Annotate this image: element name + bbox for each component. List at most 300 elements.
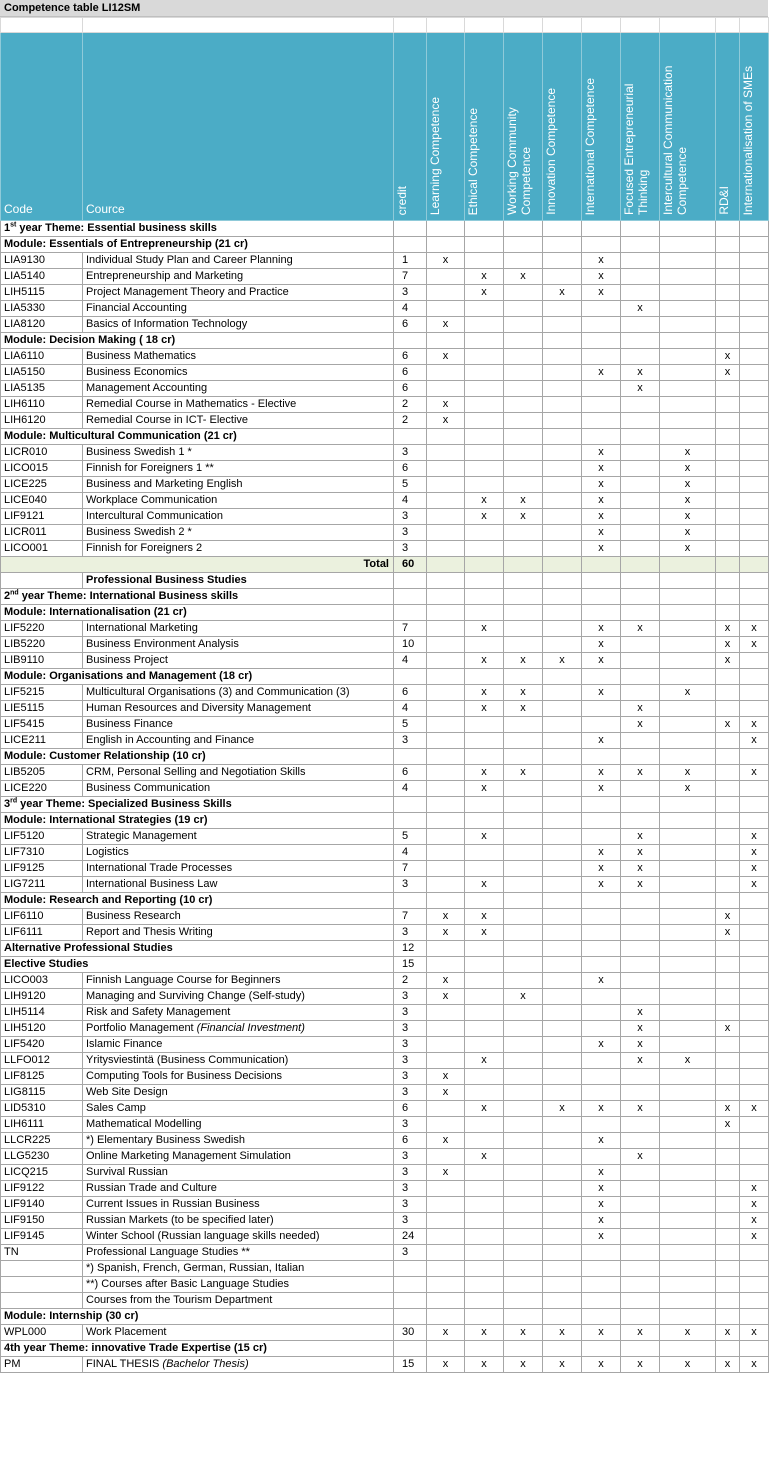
course-credit: 30	[394, 1325, 427, 1341]
competence-mark	[660, 349, 716, 365]
empty-cell	[394, 573, 427, 589]
competence-mark	[621, 1197, 660, 1213]
empty-cell	[427, 333, 465, 349]
course-credit: 15	[394, 1357, 427, 1373]
course-row	[1, 685, 769, 701]
competence-mark: x	[621, 717, 660, 733]
theme-row	[1, 221, 769, 237]
competence-mark	[582, 1149, 621, 1165]
empty-cell	[740, 557, 769, 573]
competence-mark	[660, 1165, 716, 1181]
module-row	[1, 749, 769, 765]
competence-mark: x	[621, 1325, 660, 1341]
competence-mark: x	[621, 1021, 660, 1037]
course-credit: 6	[394, 349, 427, 365]
course-title: English in Accounting and Finance	[86, 734, 255, 746]
course-credit: 6	[394, 1101, 427, 1117]
heading-label: Elective Studies	[1, 957, 394, 973]
course-credit: 3	[394, 989, 427, 1005]
competence-mark	[543, 381, 582, 397]
competence-mark	[740, 365, 769, 381]
competence-mark	[716, 685, 740, 701]
competence-mark: x	[582, 685, 621, 701]
total-label: Total	[1, 557, 394, 573]
competence-mark	[660, 1005, 716, 1021]
course-title: Business and Marketing English	[86, 478, 243, 490]
competence-mark	[740, 285, 769, 301]
empty-cell	[582, 333, 621, 349]
empty-cell	[660, 941, 716, 957]
competence-mark: x	[660, 1325, 716, 1341]
course-name	[83, 269, 394, 285]
competence-mark	[504, 445, 543, 461]
course-name	[83, 1357, 394, 1373]
course-title: Management Accounting	[86, 382, 208, 394]
competence-mark	[621, 1165, 660, 1181]
empty-cell	[504, 893, 543, 909]
course-row	[1, 1245, 769, 1261]
competence-mark	[543, 1117, 582, 1133]
course-credit: 4	[394, 493, 427, 509]
competence-mark	[465, 1293, 504, 1309]
competence-mark	[621, 1085, 660, 1101]
competence-mark	[740, 477, 769, 493]
course-title: Computing Tools for Business Decisions	[86, 1070, 283, 1082]
empty-cell	[427, 893, 465, 909]
competence-mark: x	[740, 637, 769, 653]
competence-mark	[660, 989, 716, 1005]
competence-mark	[543, 845, 582, 861]
competence-mark: x	[716, 717, 740, 733]
competence-mark	[543, 829, 582, 845]
course-code: LIF9122	[1, 1181, 83, 1197]
course-credit: 4	[394, 701, 427, 717]
course-name	[83, 1005, 394, 1021]
course-credit: 3	[394, 925, 427, 941]
competence-mark: x	[660, 541, 716, 557]
competence-mark	[716, 845, 740, 861]
course-title: Remedial Course in Mathematics - Elective	[86, 398, 297, 410]
competence-mark	[465, 861, 504, 877]
competence-mark: x	[660, 765, 716, 781]
competence-mark	[504, 733, 543, 749]
competence-mark: x	[582, 733, 621, 749]
course-name	[83, 701, 394, 717]
competence-mark	[716, 509, 740, 525]
competence-mark	[465, 1037, 504, 1053]
competence-mark	[582, 1277, 621, 1293]
competence-mark: x	[740, 845, 769, 861]
competence-mark	[716, 989, 740, 1005]
competence-mark	[716, 861, 740, 877]
competence-mark	[716, 1069, 740, 1085]
empty-cell	[716, 1341, 740, 1357]
empty-cell	[582, 749, 621, 765]
competence-mark: x	[427, 909, 465, 925]
competence-mark	[427, 269, 465, 285]
course-credit: 7	[394, 269, 427, 285]
empty-cell	[504, 557, 543, 573]
header-credit	[394, 33, 427, 221]
course-code: LIF9140	[1, 1197, 83, 1213]
competence-mark	[427, 845, 465, 861]
course-title: Basics of Information Technology	[86, 318, 248, 330]
empty-cell	[621, 605, 660, 621]
competence-mark	[740, 1037, 769, 1053]
competence-mark	[427, 509, 465, 525]
course-row	[1, 1325, 769, 1341]
course-code: LIF5420	[1, 1037, 83, 1053]
empty-cell	[740, 333, 769, 349]
course-code: LIA9130	[1, 253, 83, 269]
competence-mark	[621, 509, 660, 525]
header-competence-8	[740, 33, 769, 221]
empty-cell	[660, 605, 716, 621]
competence-mark	[427, 637, 465, 653]
competence-mark	[543, 253, 582, 269]
competence-mark: x	[660, 1357, 716, 1373]
theme-ordinal: st	[10, 221, 17, 229]
course-code: LIF9145	[1, 1229, 83, 1245]
course-code: LIF9125	[1, 861, 83, 877]
competence-mark	[716, 1149, 740, 1165]
course-row	[1, 1085, 769, 1101]
competence-mark	[543, 413, 582, 429]
competence-mark	[660, 637, 716, 653]
empty-cell	[582, 813, 621, 829]
competence-mark	[621, 541, 660, 557]
course-name	[83, 1037, 394, 1053]
competence-mark	[427, 733, 465, 749]
competence-mark	[660, 1229, 716, 1245]
competence-mark	[504, 1149, 543, 1165]
header-competence-label: Ethical Competence	[466, 107, 480, 215]
competence-mark	[660, 733, 716, 749]
competence-mark	[465, 1165, 504, 1181]
competence-mark	[740, 269, 769, 285]
course-title: Sales Camp	[86, 1102, 146, 1114]
competence-mark: x	[504, 765, 543, 781]
competence-mark: x	[582, 653, 621, 669]
empty-cell	[394, 589, 427, 605]
competence-mark	[716, 397, 740, 413]
course-credit: 6	[394, 685, 427, 701]
course-code	[1, 1293, 83, 1309]
competence-mark	[740, 301, 769, 317]
competence-mark	[504, 1037, 543, 1053]
course-row	[1, 829, 769, 845]
empty-cell	[427, 589, 465, 605]
course-code: LIB5220	[1, 637, 83, 653]
competence-mark: x	[504, 1357, 543, 1373]
competence-mark: x	[427, 1133, 465, 1149]
course-row	[1, 1133, 769, 1149]
competence-mark	[582, 1261, 621, 1277]
competence-mark	[621, 989, 660, 1005]
competence-mark: x	[582, 861, 621, 877]
course-row	[1, 1181, 769, 1197]
empty-cell	[504, 605, 543, 621]
competence-mark	[543, 1021, 582, 1037]
competence-mark	[582, 397, 621, 413]
course-note: (Financial Investment)	[196, 1022, 305, 1034]
empty-cell	[504, 669, 543, 685]
empty-cell	[716, 669, 740, 685]
competence-mark	[543, 509, 582, 525]
course-row	[1, 525, 769, 541]
competence-mark	[504, 285, 543, 301]
competence-mark	[621, 253, 660, 269]
course-title: Mathematical Modelling	[86, 1118, 202, 1130]
competence-mark	[504, 909, 543, 925]
competence-mark	[465, 541, 504, 557]
course-title: Business Communication	[86, 782, 211, 794]
competence-mark	[716, 381, 740, 397]
competence-mark	[427, 1213, 465, 1229]
course-title: Workplace Communication	[86, 494, 218, 506]
competence-mark: x	[427, 253, 465, 269]
course-title: Intercultural Communication	[86, 510, 223, 522]
empty-cell	[465, 589, 504, 605]
module-label: Module: Organisations and Management (18 cr)	[1, 669, 394, 685]
course-row	[1, 509, 769, 525]
competence-mark: x	[582, 1181, 621, 1197]
course-credit: 3	[394, 1005, 427, 1021]
competence-mark	[740, 909, 769, 925]
module-label: Module: Decision Making ( 18 cr)	[1, 333, 394, 349]
empty-cell	[621, 429, 660, 445]
competence-mark	[465, 1133, 504, 1149]
competence-mark	[543, 1181, 582, 1197]
theme-ordinal: nd	[10, 589, 19, 597]
competence-mark	[660, 1021, 716, 1037]
course-name	[83, 733, 394, 749]
course-name	[83, 1325, 394, 1341]
competence-mark	[716, 1165, 740, 1181]
course-title: Report and Thesis Writing	[86, 926, 213, 938]
header-competence-2	[504, 33, 543, 221]
course-row	[1, 493, 769, 509]
competence-mark	[427, 685, 465, 701]
competence-mark	[660, 925, 716, 941]
competence-mark: x	[582, 525, 621, 541]
competence-mark	[660, 253, 716, 269]
empty-cell	[582, 589, 621, 605]
competence-mark	[740, 317, 769, 333]
empty-cell	[427, 237, 465, 253]
competence-mark	[504, 477, 543, 493]
theme-year: 1	[4, 222, 11, 234]
competence-mark	[427, 1037, 465, 1053]
competence-mark: x	[465, 653, 504, 669]
competence-mark	[427, 1229, 465, 1245]
competence-mark	[427, 461, 465, 477]
competence-mark	[543, 1261, 582, 1277]
competence-mark: x	[716, 1117, 740, 1133]
course-name	[83, 781, 394, 797]
course-code: LICQ215	[1, 1165, 83, 1181]
empty-cell	[582, 1309, 621, 1325]
competence-mark	[621, 1133, 660, 1149]
course-credit	[394, 1293, 427, 1309]
course-title: Finnish for Foreigners 1 **	[86, 462, 214, 474]
course-title: International Trade Processes	[86, 862, 233, 874]
competence-mark	[504, 1293, 543, 1309]
competence-mark	[504, 1101, 543, 1117]
competence-mark: x	[582, 973, 621, 989]
competence-mark	[504, 877, 543, 893]
competence-mark: x	[716, 1357, 740, 1373]
competence-mark	[740, 701, 769, 717]
header-course: Cource	[83, 33, 394, 221]
competence-mark	[740, 1117, 769, 1133]
competence-mark: x	[427, 989, 465, 1005]
competence-mark: x	[621, 845, 660, 861]
competence-mark	[582, 381, 621, 397]
competence-mark	[543, 637, 582, 653]
empty-cell	[716, 957, 740, 973]
header-competence-0	[427, 33, 465, 221]
course-row	[1, 301, 769, 317]
course-title: Yritysviestintä (Business Communication)	[86, 1054, 289, 1066]
competence-mark	[582, 925, 621, 941]
empty-cell	[660, 1309, 716, 1325]
empty-cell	[740, 941, 769, 957]
empty-cell	[427, 797, 465, 813]
competence-mark: x	[543, 1101, 582, 1117]
course-credit: 3	[394, 1165, 427, 1181]
competence-mark	[621, 1229, 660, 1245]
competence-mark	[582, 1053, 621, 1069]
competence-mark: x	[582, 509, 621, 525]
competence-mark: x	[621, 1037, 660, 1053]
empty-cell	[582, 669, 621, 685]
course-code: LIA5150	[1, 365, 83, 381]
competence-mark	[740, 525, 769, 541]
competence-mark	[621, 349, 660, 365]
competence-mark	[465, 413, 504, 429]
empty-cell	[660, 221, 716, 237]
course-title: Risk and Safety Management	[86, 1006, 231, 1018]
course-credit	[394, 1261, 427, 1277]
competence-mark	[716, 477, 740, 493]
module-label: Module: Multicultural Communication (21 cr)	[1, 429, 394, 445]
competence-mark	[427, 1021, 465, 1037]
course-code: LICE040	[1, 493, 83, 509]
empty-cell	[621, 221, 660, 237]
empty-cell	[543, 237, 582, 253]
course-code: LIF6110	[1, 909, 83, 925]
course-code: LIF9150	[1, 1213, 83, 1229]
course-title: Managing and Surviving Change (Self-study)	[86, 990, 305, 1002]
competence-mark: x	[504, 701, 543, 717]
course-name	[83, 1181, 394, 1197]
competence-mark: x	[582, 845, 621, 861]
competence-mark	[504, 461, 543, 477]
competence-mark	[427, 1293, 465, 1309]
empty-cell	[660, 797, 716, 813]
empty-cell	[582, 957, 621, 973]
competence-mark	[543, 861, 582, 877]
empty-cell	[716, 605, 740, 621]
course-code: LIA6110	[1, 349, 83, 365]
empty-cell	[660, 429, 716, 445]
course-code: PM	[1, 1357, 83, 1373]
competence-mark	[660, 1117, 716, 1133]
competence-mark: x	[660, 525, 716, 541]
course-title: Business Swedish 2 *	[86, 526, 192, 538]
competence-mark: x	[427, 413, 465, 429]
competence-mark: x	[465, 701, 504, 717]
course-row	[1, 845, 769, 861]
competence-mark	[465, 477, 504, 493]
course-credit: 24	[394, 1229, 427, 1245]
competence-mark	[660, 1037, 716, 1053]
competence-mark	[504, 1165, 543, 1181]
competence-mark	[582, 1293, 621, 1309]
competence-mark	[543, 525, 582, 541]
competence-mark	[427, 301, 465, 317]
empty-cell	[621, 749, 660, 765]
empty-cell	[621, 557, 660, 573]
course-code: LIF7310	[1, 845, 83, 861]
header-competence-label: RD&I	[717, 186, 731, 215]
course-title: Islamic Finance	[86, 1038, 163, 1050]
course-name	[83, 909, 394, 925]
empty-cell	[394, 429, 427, 445]
empty-cell	[465, 429, 504, 445]
course-name	[83, 861, 394, 877]
theme-year: 3	[4, 798, 11, 810]
competence-mark	[716, 317, 740, 333]
competence-mark	[660, 1181, 716, 1197]
competence-mark	[504, 621, 543, 637]
course-title: Remedial Course in ICT- Elective	[86, 414, 249, 426]
competence-mark	[740, 925, 769, 941]
theme-text: year Theme: Essential business skills	[16, 222, 217, 234]
competence-mark	[504, 349, 543, 365]
course-credit: 4	[394, 845, 427, 861]
competence-mark	[621, 1245, 660, 1261]
course-code: LLG5230	[1, 1149, 83, 1165]
course-row	[1, 1149, 769, 1165]
course-code: LICO001	[1, 541, 83, 557]
course-name	[83, 1261, 394, 1277]
competence-mark	[740, 1293, 769, 1309]
competence-mark	[716, 1197, 740, 1213]
competence-mark: x	[465, 765, 504, 781]
competence-mark	[621, 909, 660, 925]
course-credit: 3	[394, 285, 427, 301]
competence-mark	[621, 781, 660, 797]
course-row	[1, 413, 769, 429]
course-code: LIG7211	[1, 877, 83, 893]
competence-mark	[716, 973, 740, 989]
header-competence-label: Internationalisation of SMEs	[741, 65, 755, 215]
course-code: WPL000	[1, 1325, 83, 1341]
competence-mark: x	[582, 253, 621, 269]
competence-mark	[660, 877, 716, 893]
competence-mark: x	[582, 365, 621, 381]
competence-table	[0, 17, 769, 1373]
course-code: TN	[1, 1245, 83, 1261]
empty-cell	[660, 589, 716, 605]
empty-cell	[427, 957, 465, 973]
competence-mark: x	[740, 733, 769, 749]
competence-mark: x	[582, 877, 621, 893]
empty-cell	[543, 941, 582, 957]
course-name	[83, 637, 394, 653]
